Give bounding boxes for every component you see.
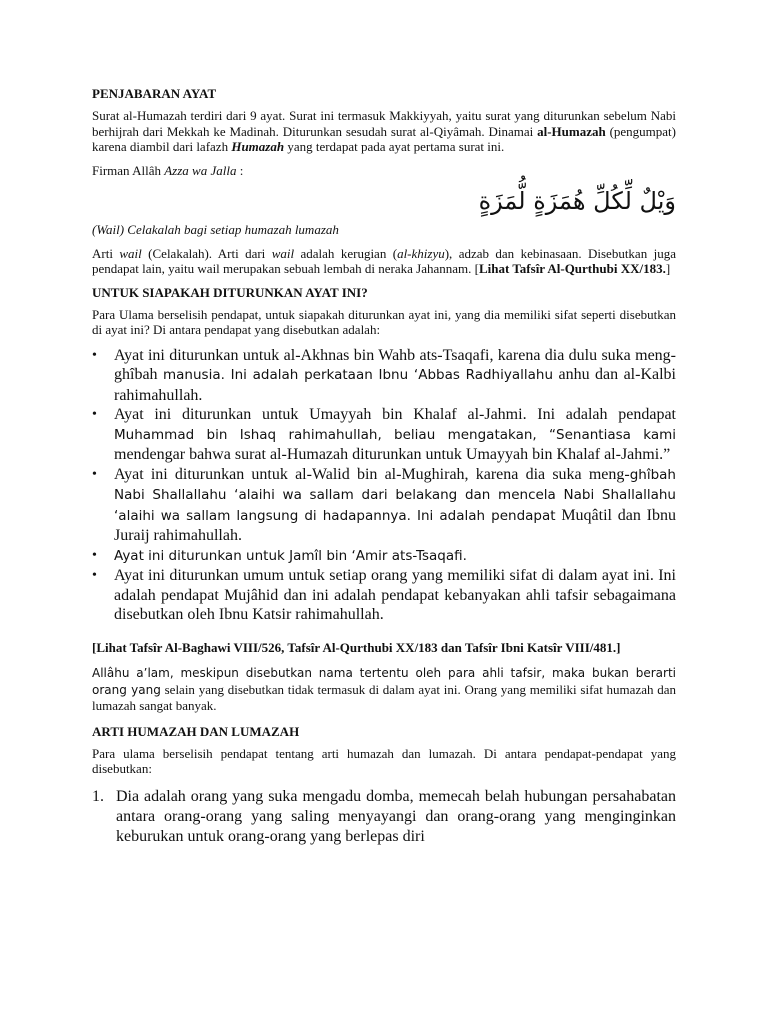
list-item-text: Ayat ini diturunkan untuk al-Walid bin al-Mughirah, karena dia suka meng- [114, 465, 630, 483]
firman-text-b: Azza wa Jalla [164, 162, 237, 178]
list-item-text: Ayat ini diturunkan untuk Umayyah bin Khalaf al-Jahmi. Ini adalah pendapat [114, 406, 676, 423]
arti-text-c: (Celakalah). Arti dari [141, 245, 272, 261]
firman-text-a: Firman Allâh [92, 162, 165, 178]
intro-text-a: Surat al-Humazah terdiri dari 9 ayat. Surat ini termasuk Makkiyyah, yaitu surat yang diturunkan sebelum Nabi berhijrah dari Mekkah ke Madinah. Diturunkan sesudah surat al-Qiyâmah. Dinamai [92, 108, 676, 139]
reference-citation: [Lihat Tafsîr Al-Baghawi VIII/526, Tafsîr Al-Qurthubi XX/183 dan Tafsîr Ibni Katsîr VIII/481.] [92, 639, 621, 655]
arti-text-b: wail [119, 245, 142, 261]
allahu-alam-text-b: selain yang disebutkan tidak termasuk di dalam ayat ini. Orang yang memiliki sifat humazah dan lumazah sangat banyak. [92, 681, 677, 713]
intro-paragraph [92, 108, 676, 155]
list-item-text: ghîbah Nabi Shallallahu ‘alaihi wa sallam dari belakang dan mencela Nabi Shallallahu ‘alaihi wa sallam langsung di hadapannya. Ini adalah pendapat [114, 466, 676, 524]
heading-arti-humazah: ARTI HUMAZAH DAN LUMAZAH [92, 723, 300, 739]
arti-text-d: wail [271, 245, 295, 261]
list-item [92, 465, 676, 546]
arti-text-a: Arti [92, 245, 120, 261]
firman-text-c: : [236, 162, 244, 178]
arabic-verse: وَيْلٌ لِّكُلِّ هُمَزَةٍ لُّمَزَةٍ [478, 187, 676, 215]
arti-text-f: al-khizyu [397, 245, 445, 261]
arti-paragraph [92, 246, 676, 277]
list-item-text: Muhammad bin Ishaq rahimahullah, beliau mengatakan, “Senantiasa kami [114, 426, 676, 443]
intro-text-c: (pengumpat) karena diambil dari lafazh [92, 123, 677, 154]
allahu-alam-text-a: Allâhu a’lam, meskipun disebutkan nama tertentu oleh para ahli tafsir, maka bukan berarti orang yang [92, 666, 676, 697]
list-item-text: Muqâtil dan Ibnu Juraij rahimahullah. [114, 506, 676, 544]
verse-translation: (Wail) Celakalah bagi setiap humazah lumazah [92, 222, 339, 237]
opinion-list [92, 346, 676, 626]
list-item-text: Ayat ini diturunkan umum untuk setiap orang yang memiliki sifat di dalam ayat ini. Ini adalah pendapat Mujâhid dan ini adalah pendapat kebanyakan ahli tafsir sebagaimana disebutkan oleh Ibnu Katsir rahimahullah. [114, 567, 676, 623]
intro-text-e: yang terdapat pada ayat pertama surat ini. [284, 139, 505, 154]
arti-text-h: Lihat Tafsîr Al-Qurthubi XX/183. [478, 261, 666, 276]
para-ulama-paragraph: Para Ulama berselisih pendapat, untuk siapakah diturunkan ayat ini, yang dia memiliki sifat seperti disebutkan di ayat ini? Di antara pendapat yang disebutkan adalah: [92, 306, 676, 337]
allahu-alam-paragraph [92, 665, 676, 714]
list-item-text: anhu dan al-Kalbi rahimahullah. [114, 366, 676, 404]
arti-text-g: ), adzab dan kebinasaan. Disebutkan juga pendapat lain, yaitu wail merupakan sebuah lembah di neraka Jahannam. [ [92, 245, 676, 276]
intro-text-b: al-Humazah [537, 123, 606, 139]
list-item [92, 546, 676, 567]
firman-line [92, 163, 676, 179]
list-item [92, 787, 676, 847]
intro-text-d: Humazah [231, 139, 285, 154]
arti-text-i: ] [665, 261, 671, 276]
list-item-text: mendengar bahwa surat al-Humazah diturunkan untuk Umayyah bin Khalaf al-Jahmi.” [114, 446, 671, 463]
heading-untuk-siapakah: UNTUK SIAPAKAH DITURUNKAN AYAT INI? [92, 284, 368, 300]
list-item [92, 405, 676, 465]
list-item-text: Ayat ini diturunkan untuk al-Akhnas bin Wahb ats-Tsaqafi, karena dia dulu suka meng-ghîbah [114, 346, 676, 383]
list-item [92, 566, 676, 626]
list-item-text: Ayat ini diturunkan untuk Jamîl bin ‘Amir ats-Tsaqafi. [114, 547, 467, 564]
para-ulama2-paragraph: Para ulama berselisih pendapat tentang arti humazah dan lumazah. Di antara pendapat-pendapat yang disebutkan: [92, 745, 676, 776]
list-item [92, 346, 676, 406]
arti-text-e: adalah kerugian ( [294, 245, 398, 261]
list-item-number: 1. [92, 787, 104, 805]
list-item-text: Dia adalah orang yang suka mengadu domba, memecah belah hubungan persahabatan antara orang-orang yang saling menyayangi dan orang-orang yang menginginkan keburukan untuk orang-orang yang berlepas diri [116, 787, 676, 845]
definition-list [92, 787, 676, 847]
list-item-text: manusia. Ini adalah perkataan Ibnu ‘Abbas Radhiyallahu [163, 367, 554, 383]
heading-penjabaran-ayat: PENJABARAN AYAT [92, 86, 217, 101]
